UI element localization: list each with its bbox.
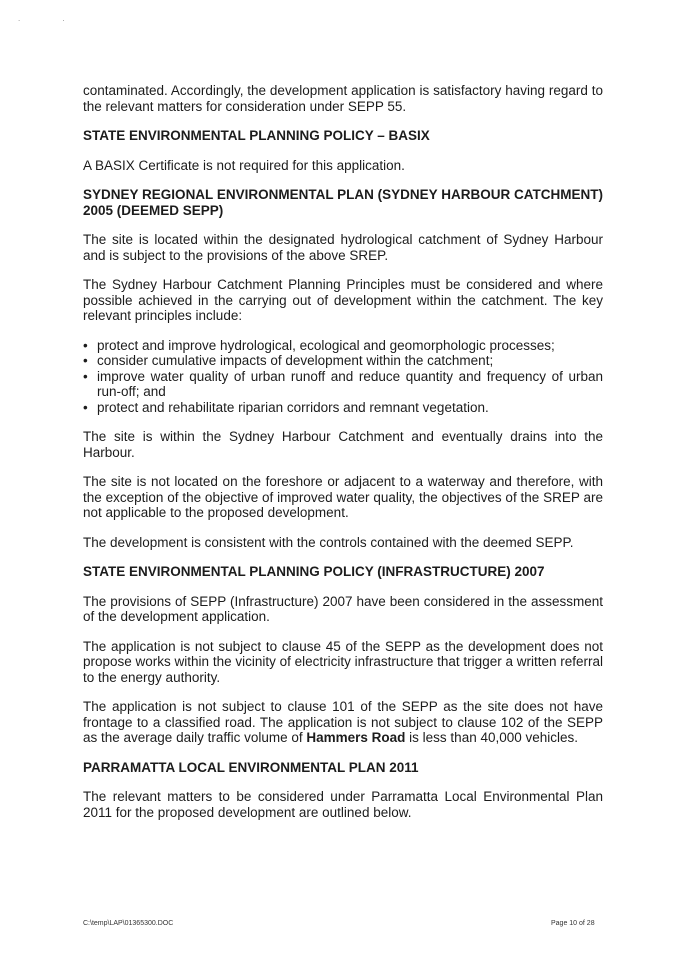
srep-paragraph-3: The site is within the Sydney Harbour Catchment and eventually drains into the Harbour. <box>83 429 603 460</box>
srep-paragraph-5: The development is consistent with the controls contained with the deemed SEPP. <box>83 534 574 550</box>
infra-paragraph-3 <box>83 699 603 746</box>
infra-paragraph-1: The provisions of SEPP (Infrastructure) 2007 have been considered in the assessment of the development application. <box>83 593 603 624</box>
infra-text-c: is less than 40,000 vehicles. <box>405 730 579 745</box>
srep-paragraph-2: The Sydney Harbour Catchment Planning Principles must be considered and where possible achieved in the carrying out of development within the catchment. The key relevant principles include: <box>83 277 603 323</box>
basix-paragraph: A BASIX Certificate is not required for this application. <box>83 157 405 173</box>
infra-paragraph-2: The application is not subject to clause 45 of the SEPP as the development does not propose works within the vicinity of electricity infrastructure that trigger a written referral to the energy authority. <box>83 638 603 685</box>
document-page <box>83 83 603 820</box>
list-item: • protect and rehabilitate riparian corridors and remnant vegetation. <box>83 400 603 416</box>
list-item: • consider cumulative impacts of development within the catchment; <box>83 353 603 369</box>
srep-paragraph-1: The site is located within the designated hydrological catchment of Sydney Harbour and is subject to the provisions of the above SREP. <box>83 232 603 263</box>
srep-paragraph-4: The site is not located on the foreshore or adjacent to a waterway and therefore, with the exception of the objective of improved water quality, the objectives of the SREP are not applicable to the proposed development. <box>83 474 603 520</box>
lep-paragraph: The relevant matters to be considered under Parramatta Local Environmental Plan 2011 for the proposed development are outlined below. <box>83 789 603 820</box>
principles-list <box>83 338 603 416</box>
heading-srep: SYDNEY REGIONAL ENVIRONMENTAL PLAN (SYDNEY HARBOUR CATCHMENT) 2005 (DEEMED SEPP) <box>83 187 603 218</box>
scan-marks: . . <box>18 14 85 23</box>
list-item: • improve water quality of urban runoff and reduce quantity and frequency of urban run-off; and <box>83 369 603 400</box>
intro-paragraph: contaminated. Accordingly, the development application is satisfactory having regard to the relevant matters for consideration under SEPP 55. <box>83 83 603 114</box>
infra-text-a: The application is not subject to clause 101 of the SEPP as the site does not have frontage to a classified road. The application is not subject to clause 102 of the SEPP as the average daily traffic volume of <box>83 699 603 745</box>
list-item: • protect and improve hydrological, ecological and geomorphologic processes; <box>83 338 603 354</box>
footer-page-number: Page 10 of 28 <box>551 920 595 927</box>
heading-infrastructure: STATE ENVIRONMENTAL PLANNING POLICY (INFRASTRUCTURE) 2007 <box>83 564 545 579</box>
heading-basix: STATE ENVIRONMENTAL PLANNING POLICY – BASIX <box>83 128 430 143</box>
road-name: Hammers Road <box>306 730 406 745</box>
footer-file-path: C:\temp\LAP\01365300.DOC <box>83 920 174 927</box>
heading-lep: PARRAMATTA LOCAL ENVIRONMENTAL PLAN 2011 <box>83 759 419 775</box>
